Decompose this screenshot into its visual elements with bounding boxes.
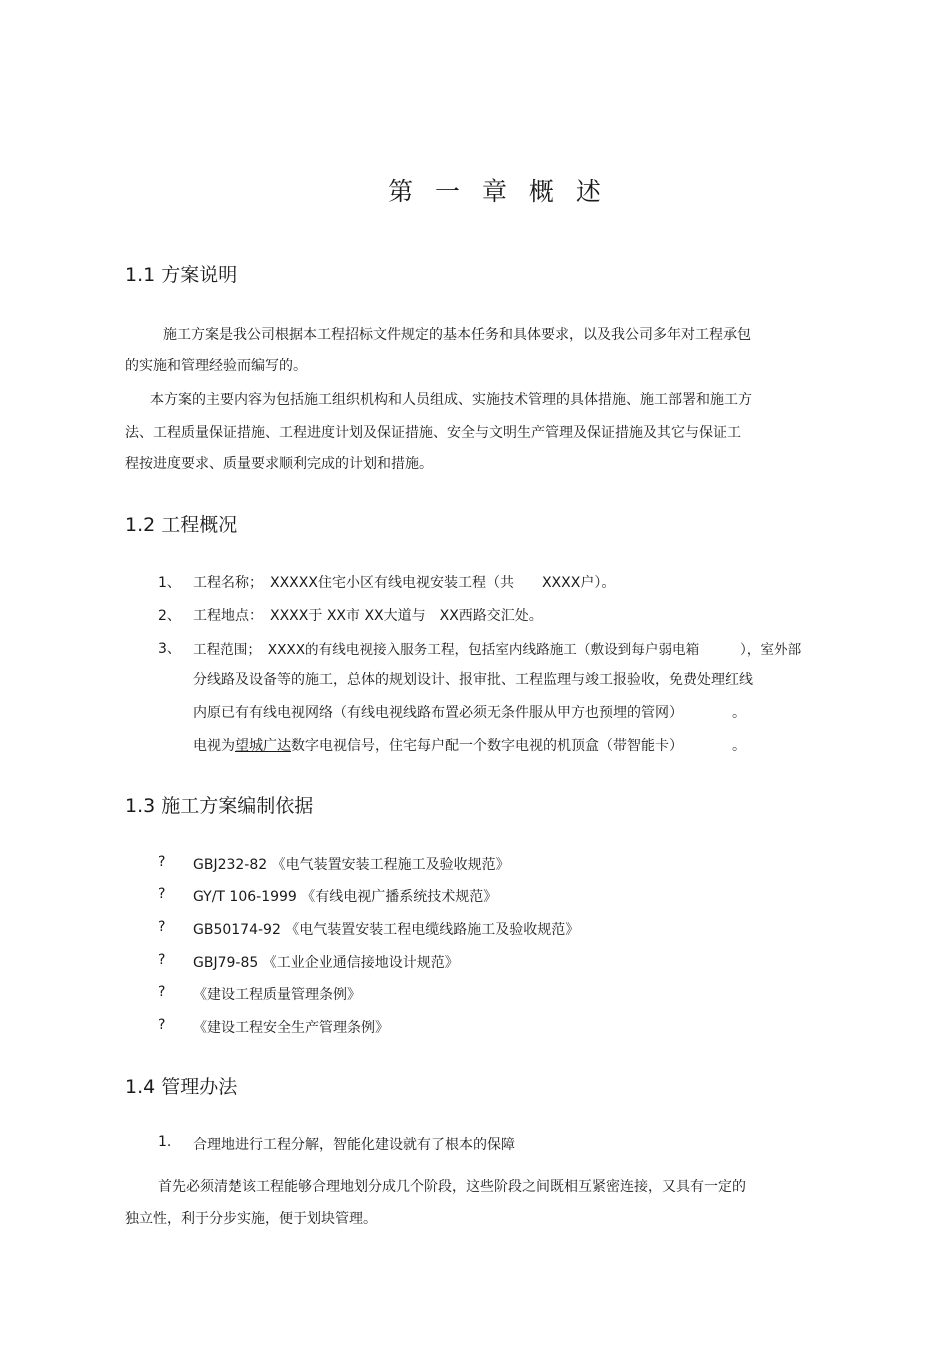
s1-para2-line1: 本方案的主要内容为包括施工组织机构和人员组成、实施技术管理的具体措施、施工部署和施工方 bbox=[150, 392, 752, 408]
s4-para-line2: 独立性，利于分步实施，便于划块管理。 bbox=[125, 1211, 377, 1227]
s2-item-2-number: 2、 bbox=[158, 608, 181, 624]
s2-item-3-text: 工程范围； XXXX的有线电视接入服务工程，包括室内线路施工（敷设到每户弱电箱 ），室外部 bbox=[193, 642, 802, 658]
s2-item-3-number: 3、 bbox=[158, 641, 181, 657]
s3-item-2: GY/T 106-1999 《有线电视广播系统技术规范》 bbox=[193, 889, 498, 905]
s3-item-6: 《建设工程安全生产管理条例》 bbox=[193, 1020, 389, 1036]
s1-para2-line2: 法、工程质量保证措施、工程进度计划及保证措施、安全与文明生产管理及保证措施及其它与保证工 bbox=[125, 425, 741, 441]
s3-bullet-3: ? bbox=[158, 919, 166, 935]
s4-para-line1: 首先必须清楚该工程能够合理地划分成几个阶段，这些阶段之间既相互紧密连接，又具有一定的 bbox=[158, 1179, 746, 1195]
section-1-1-heading: 1.1 方案说明 bbox=[125, 264, 238, 286]
s2-item-1-text: 工程名称； XXXXX住宅小区有线电视安装工程（共 XXXX户）。 bbox=[193, 575, 616, 591]
s2-item-2-text: 工程地点： XXXX于 XX市 XX大道与 XX西路交汇处。 bbox=[193, 608, 543, 624]
s2-item-1-number: 1、 bbox=[158, 575, 181, 591]
s3-bullet-4: ? bbox=[158, 952, 166, 968]
section-1-2-heading: 1.2 工程概况 bbox=[125, 514, 238, 536]
s3-bullet-6: ? bbox=[158, 1017, 166, 1033]
s3-item-5: 《建设工程质量管理条例》 bbox=[193, 987, 361, 1003]
s2-item-3-line4-underlined: 望城广达 bbox=[235, 738, 291, 754]
s2-item-3-line2: 分线路及设备等的施工，总体的规划设计、报审批、工程监理与竣工报验收，免费处理红线 bbox=[193, 672, 753, 688]
section-1-4-heading: 1.4 管理办法 bbox=[125, 1076, 238, 1098]
s3-item-3: GB50174-92 《电气装置安装工程电缆线路施工及验收规范》 bbox=[193, 922, 580, 938]
s4-item-number: 1. bbox=[158, 1134, 172, 1150]
s4-item-text: 合理地进行工程分解，智能化建设就有了根本的保障 bbox=[193, 1137, 515, 1153]
s3-item-1: GBJ232-82 《电气装置安装工程施工及验收规范》 bbox=[193, 857, 510, 873]
s2-item-3-line4 bbox=[193, 735, 746, 755]
s3-bullet-2: ? bbox=[158, 886, 166, 902]
s3-bullet-5: ? bbox=[158, 984, 166, 1000]
s1-para1-line2: 的实施和管理经验而编写的。 bbox=[125, 358, 307, 374]
section-1-3-heading: 1.3 施工方案编制依据 bbox=[125, 795, 314, 817]
chapter-title: 第 一 章 概 述 bbox=[388, 177, 608, 206]
s1-para1-line1: 施工方案是我公司根据本工程招标文件规定的基本任务和具体要求，以及我公司多年对工程承包 bbox=[163, 327, 751, 343]
s1-para2-line3: 程按进度要求、质量要求顺利完成的计划和措施。 bbox=[125, 456, 433, 472]
s3-bullet-1: ? bbox=[158, 854, 166, 870]
s2-item-3-line3: 内原已有有线电视网络（有线电视线路布置必须无条件服从甲方也预埋的管网） 。 bbox=[193, 705, 746, 721]
s3-item-4: GBJ79-85 《工业企业通信接地设计规范》 bbox=[193, 955, 459, 971]
s2-item-3-line4-b: 数字电视信号，住宅每户配一个数字电视的机顶盒（带智能卡） 。 bbox=[291, 738, 746, 754]
s2-item-3-line4-a: 电视为 bbox=[193, 738, 235, 754]
